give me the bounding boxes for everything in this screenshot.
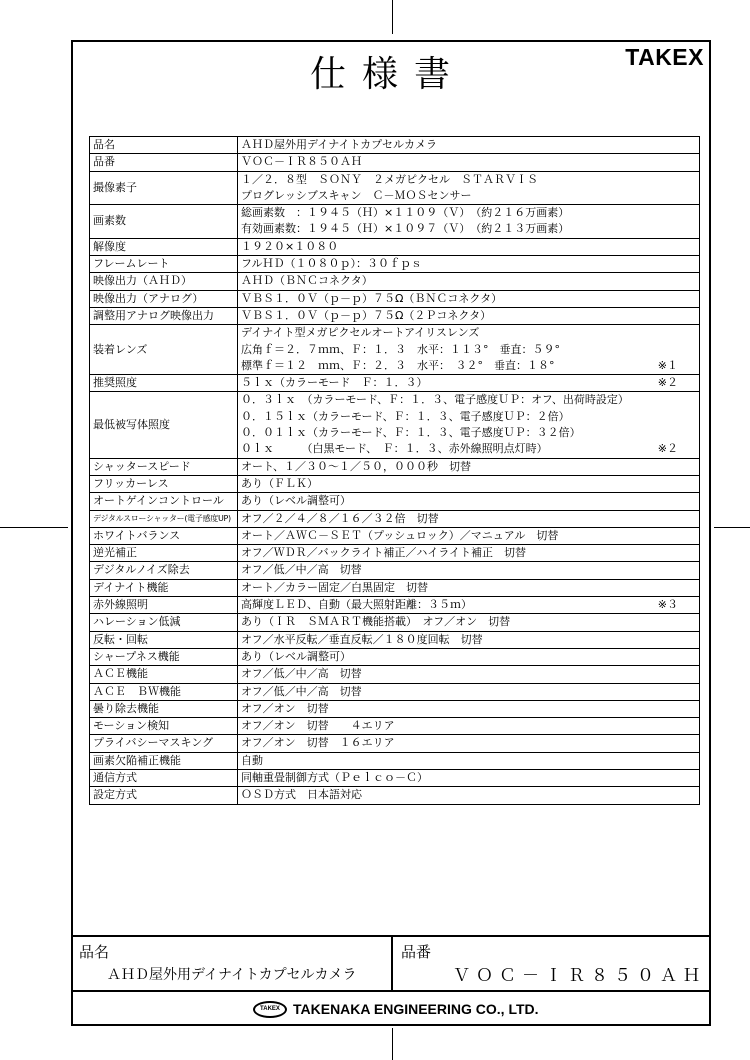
spec-value-text: 標準ｆ＝１２ ｍｍ、Ｆ：２．３ 水平： ３２° 垂直：１８°: [241, 358, 555, 372]
spec-label: モーション検知: [90, 718, 238, 735]
spec-value: [238, 510, 700, 527]
spec-value-text: １９２０×１０８０: [241, 239, 339, 253]
spec-label: 曇り除去機能: [90, 700, 238, 717]
spec-value-line: [241, 701, 696, 717]
spec-value-line: [241, 580, 696, 596]
spec-label: 画素欠陥補正機能: [90, 752, 238, 769]
spec-value-text: １／２．８型 ＳＯＮＹ ２メガピクセル ＳＴＡＲＶＩＳ: [241, 172, 538, 186]
spec-value-line: [241, 425, 696, 441]
spec-label: 画素数: [90, 205, 238, 239]
spec-value: [238, 597, 700, 614]
spec-label: 品名: [90, 137, 238, 154]
spec-value-line: [241, 545, 696, 561]
spec-row: [90, 631, 700, 648]
spec-row: [90, 735, 700, 752]
footer-model-heading: 品番: [401, 943, 432, 961]
footer-product-name-cell: [71, 937, 393, 990]
spec-value: [238, 375, 700, 392]
spec-label: デイナイト機能: [90, 579, 238, 596]
spec-row: [90, 256, 700, 273]
company-logo-icon: TAKEX: [253, 1001, 287, 1018]
spec-row: [90, 718, 700, 735]
spec-row: [90, 307, 700, 324]
spec-value-line: [241, 753, 696, 769]
spec-label: デジタルスローシャッター(電子感度UP): [90, 510, 238, 527]
spec-value-text: ＡＨＤ（ＢＮＣコネクタ）: [241, 274, 373, 288]
spec-label: プライバシーマスキング: [90, 735, 238, 752]
spec-value-text: 有効画素数：１９４５（Ｈ）×１０９７（Ｖ） （約２１３万画素）: [241, 222, 570, 236]
spec-row: [90, 273, 700, 290]
footer-company-row: [71, 990, 711, 1026]
spec-value-line: [241, 632, 696, 648]
spec-value-text: 総画素数 ：１９４５（Ｈ）×１１０９（Ｖ） （約２１６万画素）: [241, 206, 570, 220]
spec-value-line: [241, 392, 696, 408]
spec-row: [90, 700, 700, 717]
spec-value-line: [241, 597, 696, 613]
spec-value-text: オフ／２／４／８／１６／３２倍 切替: [241, 511, 439, 525]
spec-row: [90, 325, 700, 375]
spec-value-text: 自動: [241, 753, 263, 767]
spec-label: 装着レンズ: [90, 325, 238, 375]
spec-value-text: ＯＳＤ方式 日本語対応: [241, 788, 362, 802]
spec-label: 逆光補正: [90, 545, 238, 562]
spec-footnote-mark: ※１: [657, 358, 678, 372]
spec-value: [238, 392, 700, 458]
spec-value: [238, 787, 700, 804]
spec-value: [238, 648, 700, 665]
spec-label: シャッタースピード: [90, 458, 238, 475]
spec-value-line: [241, 137, 696, 153]
spec-row: [90, 475, 700, 492]
spec-value: [238, 325, 700, 375]
spec-value-line: [241, 528, 696, 544]
spec-value: [238, 238, 700, 255]
spec-label: デジタルノイズ除去: [90, 562, 238, 579]
spec-value: [238, 527, 700, 544]
spec-row: [90, 527, 700, 544]
spec-label: 反転・回転: [90, 631, 238, 648]
spec-label: 調整用アナログ映像出力: [90, 307, 238, 324]
spec-value-text: プログレッシブスキャン Ｃ－ＭＯＳセンサー: [241, 188, 472, 202]
spec-value: [238, 700, 700, 717]
spec-row: [90, 510, 700, 527]
spec-value-text: 同軸重畳制御方式（Ｐｅｌｃｏ－Ｃ）: [241, 770, 428, 784]
spec-value-text: オフ／低／中／高 切替: [241, 667, 362, 681]
company-name: TAKENAKA ENGINEERING CO., LTD.: [293, 1001, 539, 1017]
spec-row: [90, 683, 700, 700]
spec-value: [238, 171, 700, 205]
spec-value-text: ５ｌｘ（カラーモード Ｆ：１．３）: [241, 376, 428, 390]
spec-value: [238, 137, 700, 154]
spec-row: [90, 238, 700, 255]
spec-label: 推奨照度: [90, 375, 238, 392]
spec-value-text: あり（レベル調整可）: [241, 649, 351, 663]
spec-label: 解像度: [90, 238, 238, 255]
spec-value-text: オフ／低／中／高 切替: [241, 563, 362, 577]
spec-row: [90, 666, 700, 683]
spec-value: [238, 666, 700, 683]
footer-name-heading: 品名: [79, 943, 110, 961]
spec-row: [90, 597, 700, 614]
spec-value-text: 広角ｆ＝２．７ｍｍ、Ｆ：１．３ 水平：１１３° 垂直：５９°: [241, 342, 560, 356]
spec-value: [238, 752, 700, 769]
spec-value: [238, 475, 700, 492]
spec-label: オートゲインコントロール: [90, 493, 238, 510]
spec-row: [90, 205, 700, 239]
registration-mark-bottom: [392, 1028, 393, 1060]
spec-row: [90, 392, 700, 458]
spec-row: [90, 787, 700, 804]
spec-label: ホワイトバランス: [90, 527, 238, 544]
spec-value-line: [241, 718, 696, 734]
spec-footnote-mark: ※２: [657, 376, 678, 390]
spec-value: [238, 493, 700, 510]
spec-label: ＡＣＥ ＢＷ機能: [90, 683, 238, 700]
spec-value: [238, 307, 700, 324]
spec-value: [238, 631, 700, 648]
spec-value-text: オフ／オン 切替: [241, 701, 329, 715]
spec-value-line: [241, 308, 696, 324]
spec-value-line: [241, 291, 696, 307]
spec-row: [90, 648, 700, 665]
spec-label: 映像出力（ＡＨＤ）: [90, 273, 238, 290]
spec-value-line: [241, 441, 696, 457]
page-title: 仕様書: [310, 54, 467, 95]
spec-value-line: [241, 770, 696, 786]
spec-value: [238, 718, 700, 735]
spec-value-line: [241, 476, 696, 492]
spec-value: [238, 290, 700, 307]
spec-value-text: ０．３ｌｘ （カラーモード、Ｆ：１．３、電子感度ＵＰ：オフ、出荷時設定）: [241, 393, 629, 407]
spec-value-text: オフ／水平反転／垂直反転／１８０度回転 切替: [241, 632, 483, 646]
spec-value-line: [241, 221, 696, 237]
spec-value-text: オート／ＡＷＣ－ＳＥＴ（プッシュロック）／マニュアル 切替: [241, 528, 559, 542]
spec-value-line: [241, 614, 696, 630]
spec-value-line: [241, 172, 696, 188]
spec-value-line: [241, 735, 696, 751]
spec-value-text: 高輝度ＬＥＤ、自動（最大照射距離：３５ｍ）: [241, 598, 472, 612]
spec-value-text: ０．０１ｌｘ（カラーモード、Ｆ：１．３、電子感度ＵＰ：３２倍）: [241, 426, 581, 440]
spec-value: [238, 458, 700, 475]
footer: [71, 935, 711, 1026]
spec-label: 品番: [90, 154, 238, 171]
spec-value-text: フルＨＤ（１０８０ｐ）：３０ｆｐｓ: [241, 257, 423, 271]
spec-value: [238, 683, 700, 700]
spec-value-line: [241, 493, 696, 509]
spec-value: [238, 735, 700, 752]
spec-value-text: あり（ＩＲ ＳＭＡＲＴ機能搭載） オフ／オン 切替: [241, 615, 511, 629]
spec-value: [238, 273, 700, 290]
spec-row: [90, 545, 700, 562]
spec-value-line: [241, 787, 696, 803]
spec-label: 撮像素子: [90, 171, 238, 205]
spec-value-text: あり（レベル調整可）: [241, 494, 351, 508]
spec-row: [90, 562, 700, 579]
spec-value: [238, 579, 700, 596]
spec-value-line: [241, 342, 696, 358]
spec-value-text: ＶＢＳ１．０Ｖ（ｐ－ｐ）７５Ω（ＢＮＣコネクタ）: [241, 291, 503, 305]
spec-value-text: ＶＯＣ－ＩＲ８５０ＡＨ: [241, 155, 362, 169]
spec-value-line: [241, 325, 696, 341]
footer-model-cell: [393, 937, 711, 990]
spec-label: 設定方式: [90, 787, 238, 804]
spec-label: フリッカーレス: [90, 475, 238, 492]
spec-value-line: [241, 562, 696, 578]
spec-value-line: [241, 666, 696, 682]
spec-value-line: [241, 649, 696, 665]
spec-value-text: オフ／オン 切替 １６エリア: [241, 736, 395, 750]
spec-value-line: [241, 409, 696, 425]
spec-value-text: ０．１５ｌｘ（カラーモード、Ｆ：１．３、電子感度ＵＰ：２倍）: [241, 409, 570, 423]
spec-label: フレームレート: [90, 256, 238, 273]
spec-row: [90, 171, 700, 205]
spec-value-text: オフ／ＷＤＲ／バックライト補正／ハイライト補正 切替: [241, 546, 527, 560]
spec-label: 映像出力（アナログ）: [90, 290, 238, 307]
spec-value-line: [241, 358, 696, 374]
footer-model-value: ＶＯＣ－ＩＲ８５０ＡＨ: [453, 966, 706, 986]
spec-value-line: [241, 154, 696, 170]
spec-table: [89, 136, 700, 805]
spec-row: [90, 137, 700, 154]
spec-row: [90, 154, 700, 171]
spec-value-line: [241, 684, 696, 700]
spec-value-text: オート、１／３０～１／５０，０００秒 切替: [241, 459, 472, 473]
spec-row: [90, 375, 700, 392]
spec-value: [238, 256, 700, 273]
spec-value-line: [241, 239, 696, 255]
spec-value-line: [241, 459, 696, 475]
spec-value-line: [241, 511, 696, 527]
spec-row: [90, 752, 700, 769]
brand-logo: TAKEX: [625, 44, 704, 70]
spec-value-line: [241, 256, 696, 272]
spec-value-text: ０ｌｘ （白黒モード、 Ｆ：１．３、赤外線照明点灯時）: [241, 442, 548, 456]
spec-label: 最低被写体照度: [90, 392, 238, 458]
spec-label: シャープネス機能: [90, 648, 238, 665]
spec-row: [90, 614, 700, 631]
spec-value-text: ＶＢＳ１．０Ｖ（ｐ－ｐ）７５Ω（２Ｐコネクタ）: [241, 308, 492, 322]
spec-footnote-mark: ※２: [657, 442, 678, 456]
spec-value-text: オフ／オン 切替 ４エリア: [241, 719, 395, 733]
spec-value-line: [241, 205, 696, 221]
spec-row: [90, 579, 700, 596]
spec-value-text: ＡＨＤ屋外用デイナイトカプセルカメラ: [241, 138, 438, 151]
spec-label: 赤外線照明: [90, 597, 238, 614]
spec-value: [238, 154, 700, 171]
spec-footnote-mark: ※３: [657, 598, 678, 612]
spec-row: [90, 290, 700, 307]
spec-label: ハレーション低減: [90, 614, 238, 631]
spec-value-line: [241, 273, 696, 289]
spec-value: [238, 545, 700, 562]
spec-row: [90, 493, 700, 510]
spec-value: [238, 205, 700, 239]
spec-row: [90, 769, 700, 786]
spec-value-text: デイナイト型メガピクセルオートアイリスレンズ: [241, 326, 480, 340]
spec-value-text: あり（ＦＬＫ）: [241, 476, 318, 490]
footer-name-value: ＡＨＤ屋外用デイナイトカプセルカメラ: [107, 967, 357, 983]
spec-row: [90, 458, 700, 475]
registration-mark-left: [0, 527, 68, 528]
spec-value-text: オフ／低／中／高 切替: [241, 684, 362, 698]
spec-label: 通信方式: [90, 769, 238, 786]
spec-value: [238, 769, 700, 786]
spec-value-text: オート／カラー固定／白黒固定 切替: [241, 580, 428, 594]
spec-value: [238, 562, 700, 579]
registration-mark-top: [392, 0, 393, 34]
registration-mark-right: [714, 527, 750, 528]
spec-value-line: [241, 188, 696, 204]
spec-value-line: [241, 375, 696, 391]
spec-value: [238, 614, 700, 631]
spec-label: ＡＣＥ機能: [90, 666, 238, 683]
